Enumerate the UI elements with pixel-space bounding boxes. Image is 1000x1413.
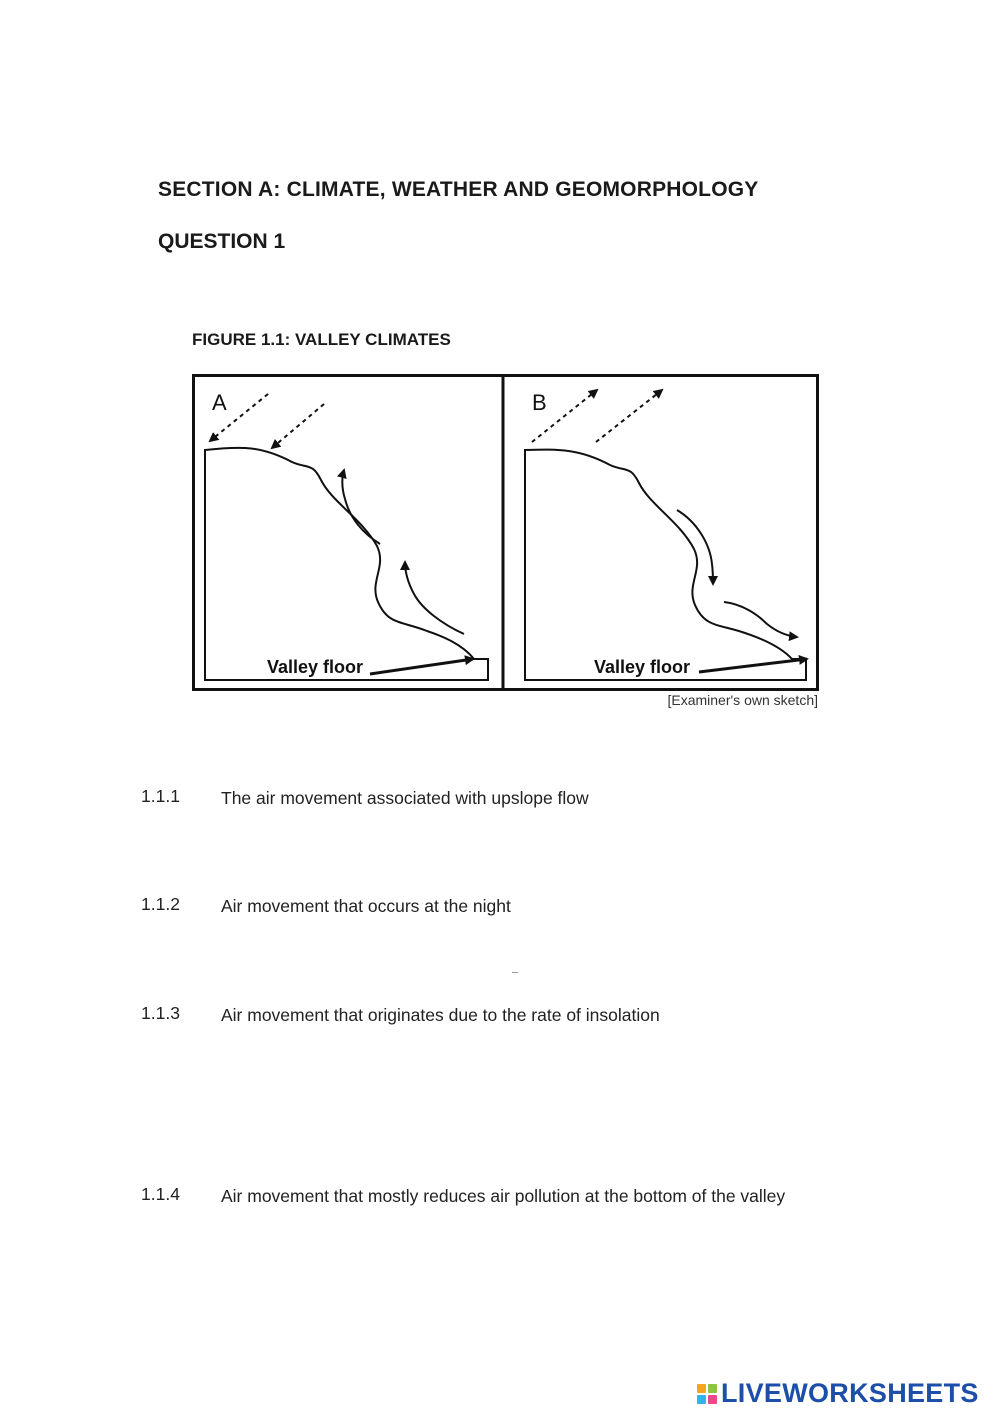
section-title: SECTION A: CLIMATE, WEATHER AND GEOMORPHOLOGY: [158, 178, 759, 201]
panel-b-downslope-arrow-2: [724, 602, 797, 637]
liveworksheets-logo: [697, 1378, 979, 1409]
question-title: QUESTION 1: [158, 230, 286, 253]
panel-a-upslope-arrow-1: [342, 470, 380, 544]
question-text-1-1-4: Air movement that mostly reduces air pollution at the bottom of the valley: [221, 1186, 786, 1206]
panel-a-upslope-arrow-2: [405, 562, 464, 634]
logo-mark-icon: [697, 1384, 717, 1404]
question-text-1-1-2: Air movement that occurs at the night: [221, 896, 511, 916]
panel-a: [205, 390, 488, 680]
logo-square: [708, 1384, 717, 1393]
panel-b-slope: [525, 450, 806, 680]
panel-b-valley-floor-label: Valley floor: [594, 657, 691, 677]
question-number-1-1-2: 1.1.2: [141, 894, 180, 914]
panel-a-valley-floor-label: Valley floor: [267, 657, 364, 677]
question-number-1-1-4: 1.1.4: [141, 1184, 180, 1204]
question-text-1-1-1: The air movement associated with upslope flow: [221, 788, 589, 808]
figure-frame: [194, 376, 818, 690]
panel-b-label: B: [532, 390, 547, 415]
logo-square: [697, 1395, 706, 1404]
question-text-1-1-3: Air movement that originates due to the rate of insolation: [221, 1005, 660, 1025]
panel-a-label: A: [212, 390, 227, 415]
stray-mark: [512, 972, 518, 973]
logo-square: [708, 1395, 717, 1404]
panel-a-valley-floor-arrow: [370, 659, 473, 674]
panel-b-valley-floor-arrow: [699, 659, 807, 672]
panel-b: [525, 390, 807, 680]
logo-square: [697, 1384, 706, 1393]
panel-b-dotted-arrow-2: [596, 390, 662, 442]
question-number-1-1-1: 1.1.1: [141, 786, 180, 806]
panel-a-slope: [205, 448, 488, 680]
logo-text: LIVEWORKSHEETS: [721, 1378, 979, 1408]
figure-title: FIGURE 1.1: VALLEY CLIMATES: [192, 330, 451, 349]
question-number-1-1-3: 1.1.3: [141, 1003, 180, 1023]
figure-credit: [Examiner's own sketch]: [667, 692, 818, 708]
valley-climates-figure: [192, 374, 819, 691]
panel-a-dotted-arrow-2: [272, 404, 324, 448]
